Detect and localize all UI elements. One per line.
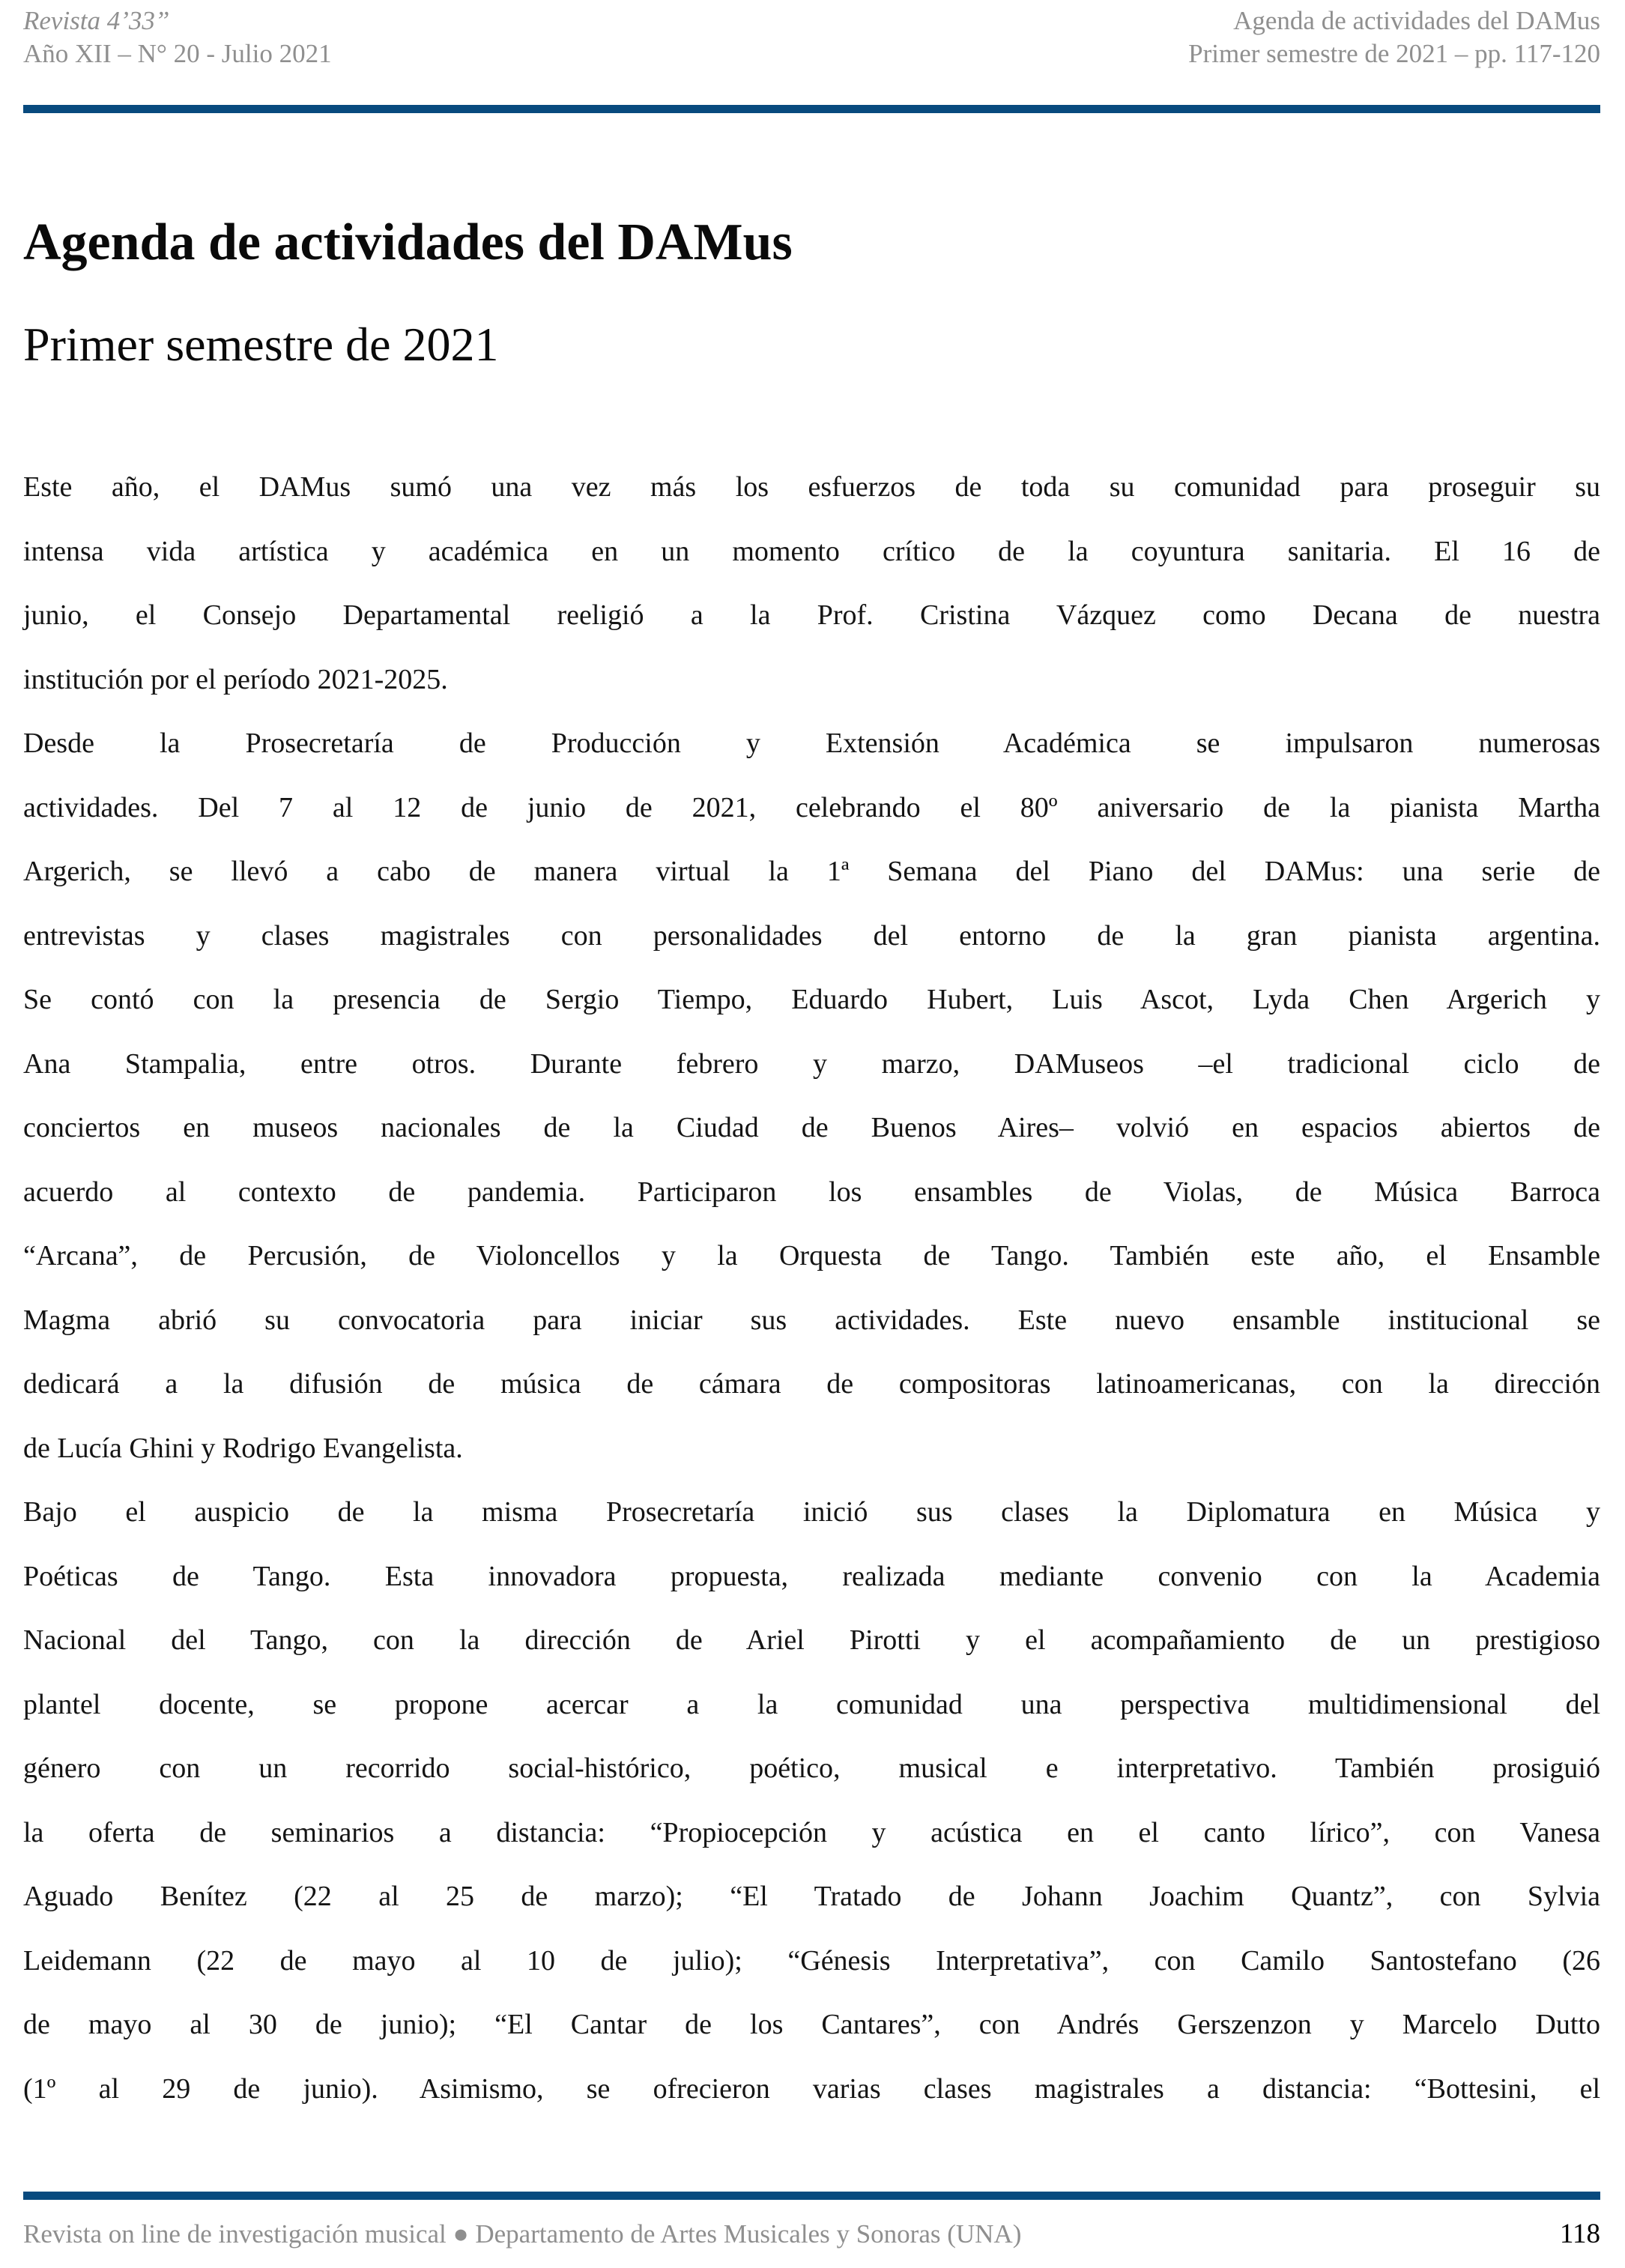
body-line: Argerich, se llevó a cabo de manera virtual la 1ª Semana del Piano del DAMus: una serie de — [23, 856, 1600, 887]
footer-journal-line: Revista on line de investigación musical ● Departamento de Artes Musicales y Sonoras (UNA) — [23, 2219, 1022, 2249]
body-line: de Lucía Ghini y Rodrigo Evangelista. — [23, 1432, 463, 1464]
article-title: Agenda de actividades del DAMus — [23, 213, 793, 271]
running-title: Agenda de actividades del DAMus — [1233, 6, 1600, 35]
body-line: Poéticas de Tango. Esta innovadora propuesta, realizada mediante convenio con la Academia — [23, 1560, 1600, 1592]
body-line: Bajo el auspicio de la misma Prosecretaría inició sus clases la Diplomatura en Música y — [23, 1496, 1600, 1528]
body-line: Aguado Benítez (22 al 25 de marzo); “El Tratado de Johann Joachim Quantz”, con Sylvia — [23, 1881, 1600, 1912]
journal-name: Revista 4’33” — [23, 6, 170, 35]
body-line: Ana Stampalia, entre otros. Durante febrero y marzo, DAMuseos –el tradicional ciclo de — [23, 1047, 1600, 1080]
page-header — [23, 4, 1600, 70]
body-line: actividades. Del 7 al 12 de junio de 2021, celebrando el 80º aniversario de la pianista Martha — [23, 791, 1600, 823]
body-line: de mayo al 30 de junio); “El Cantar de los Cantares”, con Andrés Gerszenzon y Marcelo Dutto — [23, 2009, 1600, 2040]
article-subtitle: Primer semestre de 2021 — [23, 318, 499, 372]
body-line: intensa vida artística y académica en un momento crítico de la coyuntura sanitaria. El 16 de — [23, 535, 1600, 567]
body-line: Este año, el DAMus sumó una vez más los esfuerzos de toda su comunidad para proseguir su — [23, 471, 1600, 503]
body-line: Se contó con la presencia de Sergio Tiempo, Eduardo Hubert, Luis Ascot, Lyda Chen Argerich y — [23, 984, 1600, 1015]
body-line: plantel docente, se propone acercar a la comunidad una perspectiva multidimensional del — [23, 1688, 1600, 1720]
body-line: conciertos en museos nacionales de la Ciudad de Buenos Aires– volvió en espacios abiertos de — [23, 1112, 1600, 1143]
body-line: institución por el período 2021-2025. — [23, 663, 448, 695]
body-line: entrevistas y clases magistrales con personalidades del entorno de la gran pianista argentina. — [23, 919, 1600, 952]
journal-issue: Año XII – N° 20 - Julio 2021 — [23, 39, 332, 68]
body-line: (1º al 29 de junio). Asimismo, se ofrecieron varias clases magistrales a distancia: “Bottesini, el — [23, 2072, 1600, 2105]
body-line: junio, el Consejo Departamental reeligió a la Prof. Cristina Vázquez como Decana de nuestra — [23, 599, 1600, 631]
body-line: Magma abrió su convocatoria para iniciar sus actividades. Este nuevo ensamble institucional se — [23, 1304, 1600, 1336]
body-line: género con un recorrido social-histórico, poético, musical e interpretativo. También prosiguió — [23, 1753, 1600, 1784]
footer-rule — [23, 2192, 1600, 2200]
header-journal-info — [23, 4, 332, 70]
article-body — [23, 456, 1600, 2121]
body-line: Nacional del Tango, con la dirección de Ariel Pirotti y el acompañamiento de un prestigioso — [23, 1624, 1600, 1656]
header-rule — [23, 105, 1600, 113]
body-line: “Arcana”, de Percusión, de Violoncellos y la Orquesta de Tango. También este año, el Ensamble — [23, 1240, 1600, 1271]
running-pages: Primer semestre de 2021 – pp. 117-120 — [1188, 39, 1600, 68]
body-line: la oferta de seminarios a distancia: “Propiocepción y acústica en el canto lírico”, con Vanesa — [23, 1816, 1600, 1848]
page-number: 118 — [1559, 2219, 1600, 2249]
body-line: dedicará a la difusión de música de cámara de compositoras latinoamericanas, con la dirección — [23, 1368, 1600, 1400]
body-line: Desde la Prosecretaría de Producción y Extensión Académica se impulsaron numerosas — [23, 728, 1600, 759]
page-footer — [23, 2216, 1600, 2252]
body-line: acuerdo al contexto de pandemia. Participaron los ensambles de Violas, de Música Barroca — [23, 1176, 1600, 1208]
body-line: Leidemann (22 de mayo al 10 de julio); “Génesis Interpretativa”, con Camilo Santostefano (26 — [23, 1944, 1600, 1977]
header-article-info — [1188, 4, 1600, 70]
